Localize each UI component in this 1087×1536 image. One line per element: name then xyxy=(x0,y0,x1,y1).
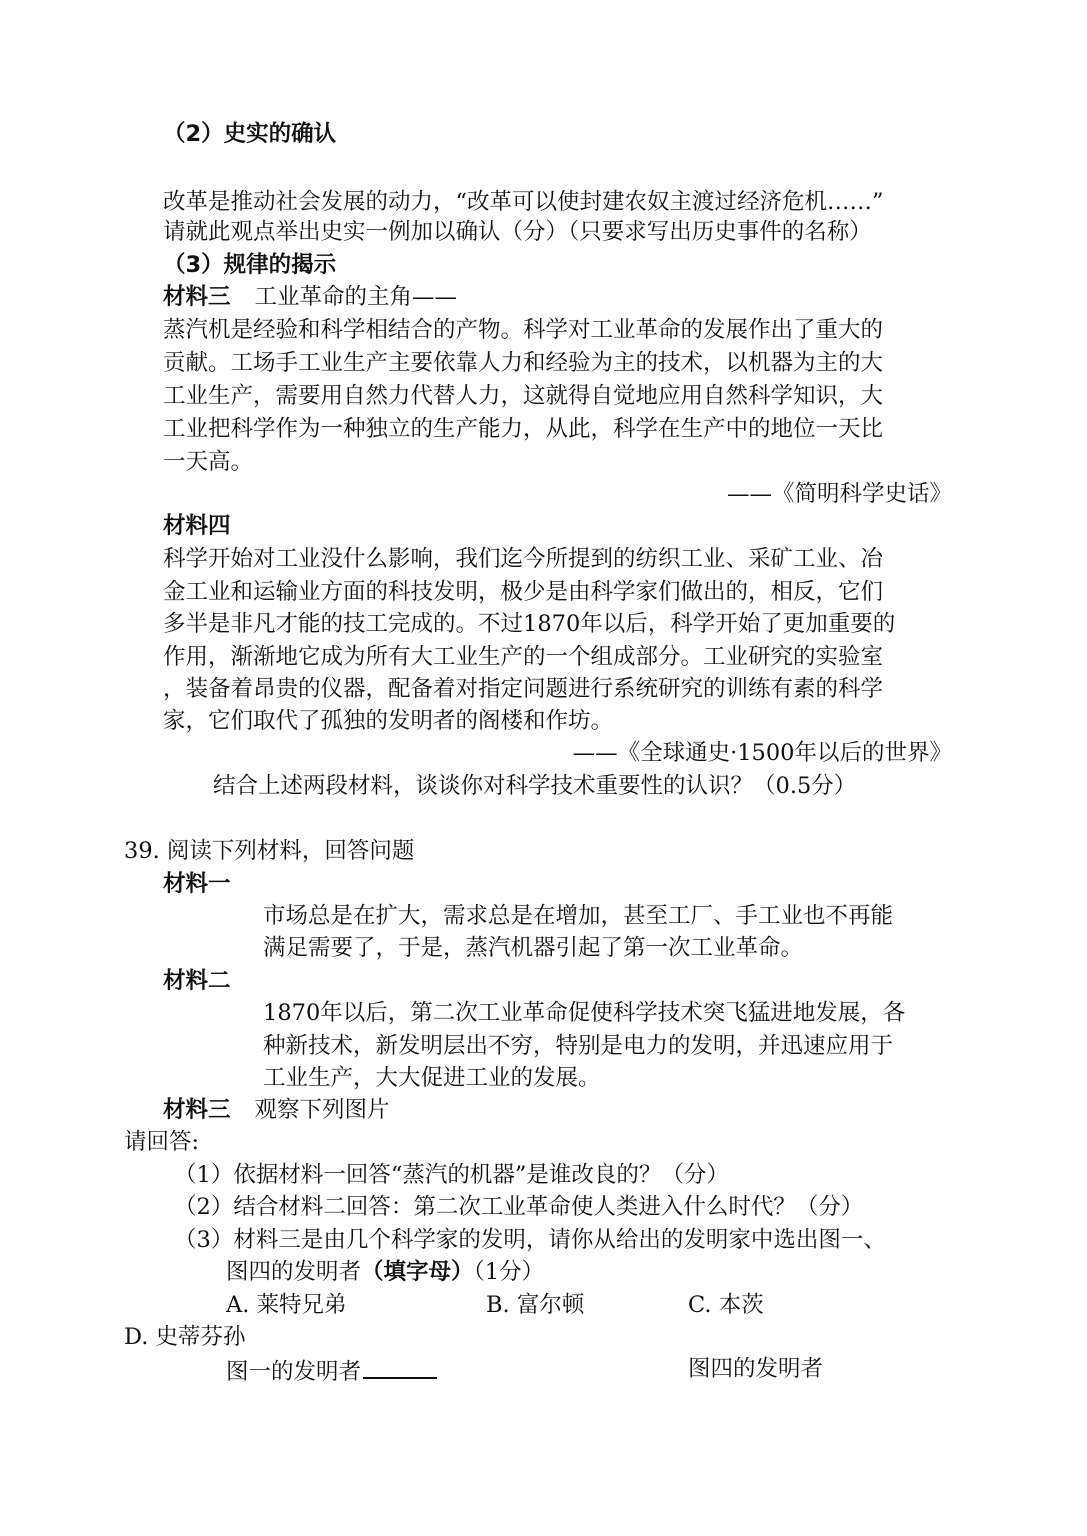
answer-figure-1-blank[interactable] xyxy=(363,1353,437,1379)
material-4-line-1: 科学开始对工业没什么影响，我们迄今所提到的纺织工业、采矿工业、冶 xyxy=(163,546,884,572)
answer-figure-4-label: 图四的发明者 xyxy=(688,1356,824,1382)
section-2-line-2: 请就此观点举出史实一例加以确认（分）（只要求写出历史事件的名称） xyxy=(163,219,872,245)
option-b: B. 富尔顿 xyxy=(486,1292,585,1318)
material-3-line-3: 工业生产，需要用自然力代替人力，这就得自觉地应用自然科学知识，大 xyxy=(163,383,884,409)
material-4-line-4: 作用，渐渐地它成为所有大工业生产的一个组成部分。工业研究的实验室 xyxy=(163,644,884,670)
q39-material-1-line-1: 市场总是在扩大，需求总是在增加，甚至工厂、手工业也不再能 xyxy=(263,903,894,929)
sub-question-3-score: （1分） xyxy=(473,1259,545,1285)
material-4-line-2: 金工业和运输业方面的科技发明，极少是由科学家们做出的，相反，它们 xyxy=(163,579,884,605)
answer-figure-1 xyxy=(226,1353,437,1388)
sub-question-3-fill-letter: （填字母） xyxy=(361,1259,474,1285)
q39-material-3-text: 观察下列图片 xyxy=(254,1097,390,1123)
section-2-line-1: 改革是推动社会发展的动力，“改革可以使封建农奴主渡过经济危机……” xyxy=(163,189,884,215)
q39-material-3-label: 材料三 xyxy=(163,1097,231,1123)
section-3-heading: （3）规律的揭示 xyxy=(163,252,337,278)
material-4-line-6: 家，它们取代了孤独的发明者的阁楼和作坊。 xyxy=(163,708,614,734)
material-4-label: 材料四 xyxy=(163,513,231,539)
material-3-line-4: 工业把科学作为一种独立的生产能力，从此，科学在生产中的地位一天比 xyxy=(163,416,884,442)
material-3-header xyxy=(163,281,457,313)
option-c: C. 本茨 xyxy=(688,1292,764,1318)
option-a: A. 莱特兄弟 xyxy=(226,1292,347,1318)
answer-figure-1-label: 图一的发明者 xyxy=(226,1359,362,1385)
sub-question-3-text: 图四的发明者 xyxy=(226,1259,362,1285)
section-2-heading: （2）史实的确认 xyxy=(163,121,337,147)
section-3-question: 结合上述两段材料，谈谈你对科学技术重要性的认识？（0.5分） xyxy=(213,773,857,799)
q39-material-2-line-1: 1870年以后，第二次工业革命促使科学技术突飞猛进地发展，各 xyxy=(263,1000,906,1026)
material-3-source: ——《简明科学史话》 xyxy=(726,481,952,507)
material-3-line-5: 一天高。 xyxy=(163,449,254,475)
option-d: D. 史蒂芬孙 xyxy=(124,1324,246,1350)
q39-material-2-line-3: 工业生产，大大促进工业的发展。 xyxy=(263,1065,601,1091)
material-3-title: 工业革命的主角—— xyxy=(254,284,458,310)
material-3-label: 材料三 xyxy=(163,284,231,310)
material-3-line-2: 贡献。工场手工业生产主要依靠人力和经验为主的技术，以机器为主的大 xyxy=(163,350,884,376)
material-4-source: ——《全球通史·1500年以后的世界》 xyxy=(572,740,952,766)
material-3-line-1: 蒸汽机是经验和科学相结合的产物。科学对工业革命的发展作出了重大的 xyxy=(163,317,884,343)
material-4-line-5: ，装备着昂贵的仪器，配备着对指定问题进行系统研究的训练有素的科学 xyxy=(163,676,884,702)
q39-material-3 xyxy=(163,1094,390,1126)
q39-material-1-label: 材料一 xyxy=(163,871,231,897)
sub-question-3-line-2 xyxy=(226,1256,544,1288)
q39-material-2-line-2: 种新技术，新发明层出不穷，特别是电力的发明，并迅速应用于 xyxy=(263,1033,894,1059)
material-4-line-3: 多半是非凡才能的技工完成的。不过1870年以后，科学开始了更加重要的 xyxy=(163,611,896,637)
answer-prompt: 请回答: xyxy=(124,1129,200,1155)
sub-question-1: （1）依据材料一回答“蒸汽的机器”是谁改良的？（分） xyxy=(174,1162,729,1188)
q39-material-2-label: 材料二 xyxy=(163,968,231,994)
sub-question-2: （2）结合材料二回答：第二次工业革命使人类进入什么时代？（分） xyxy=(174,1194,864,1220)
q39-material-1-line-2: 满足需要了，于是，蒸汽机器引起了第一次工业革命。 xyxy=(263,935,804,961)
question-39-title: 39. 阅读下列材料，回答问题 xyxy=(124,838,415,864)
sub-question-3-line-1: （3）材料三是由几个科学家的发明，请你从给出的发明家中选出图一、 xyxy=(174,1227,886,1253)
